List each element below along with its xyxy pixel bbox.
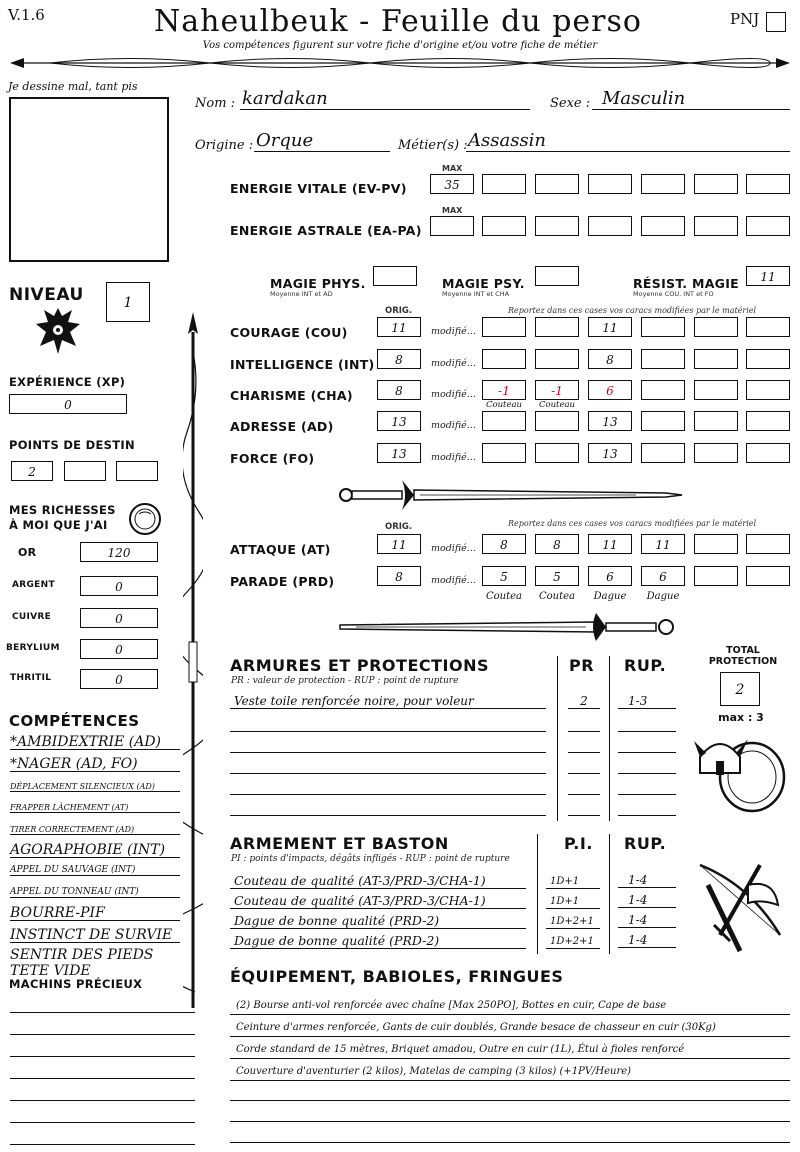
machins-line[interactable] (10, 1078, 195, 1079)
coin-icon (128, 502, 162, 536)
metier-label: Métier(s) : (398, 138, 468, 153)
carac-int-modif-label: modifié... (431, 358, 476, 369)
machins-title: MACHINS PRÉCIEUX (9, 977, 143, 991)
portrait-caption: Je dessine mal, tant pis (8, 80, 138, 93)
carac-ad-mod-3[interactable]: 13 (588, 411, 632, 431)
equipement-line[interactable]: Couverture d'aventurier (2 kilos), Matelas de camping (3 kilos) (+1PV/Heure) (230, 1063, 790, 1081)
carac-int-label: INTELLIGENCE (INT) (230, 357, 375, 372)
armement-rup-header: RUP. (624, 834, 667, 853)
equipement-title: ÉQUIPEMENT, BABIOLES, FRINGUES (230, 967, 564, 986)
combat-orig-label: ORIG. (385, 522, 413, 532)
equipement-empty-line[interactable] (230, 1100, 790, 1101)
ea-box-5[interactable] (694, 216, 738, 236)
attaque-mod-5[interactable] (694, 534, 738, 554)
ornament-divider (10, 52, 790, 74)
resist-magie-note: Moyenne COU, INT et FO (633, 290, 714, 298)
portrait-box[interactable] (9, 97, 169, 262)
attaque-mod-3[interactable]: 11 (588, 534, 632, 554)
carac-int-mod-3[interactable]: 8 (588, 349, 632, 369)
armures-pr-header: PR (569, 656, 595, 675)
ev-max-label: MAX (442, 164, 463, 173)
attaque-orig[interactable]: 11 (377, 534, 421, 554)
carac-fo-label: FORCE (FO) (230, 451, 315, 466)
arme-rup[interactable]: 1-4 (618, 873, 676, 888)
machins-line[interactable] (10, 1034, 195, 1035)
cuivre-label: CUIVRE (12, 612, 52, 622)
armure-line[interactable] (230, 815, 546, 816)
nom-field[interactable]: kardakan (240, 88, 530, 110)
armure-line[interactable] (230, 794, 546, 795)
destin-box-1[interactable]: 2 (11, 461, 53, 481)
carac-ad-mod-4[interactable] (641, 411, 685, 431)
magie-psy-label: MAGIE PSY. (442, 276, 525, 291)
carac-int-mod-5[interactable] (694, 349, 738, 369)
carac-cha-mod-6[interactable] (746, 380, 790, 400)
arme-rup[interactable]: 1-4 (618, 933, 676, 948)
carac-cha-mod-4[interactable] (641, 380, 685, 400)
parade-modif-label: modifié... (431, 575, 476, 586)
armures-title: ARMURES ET PROTECTIONS (230, 656, 489, 675)
carac-cha-mod-3[interactable]: 6 (588, 380, 632, 400)
armement-subtitle: PI : points d'impacts, dégâts infligés - RUP : point de rupture (231, 854, 510, 864)
armure-line[interactable] (618, 815, 676, 816)
machins-line[interactable] (10, 1056, 195, 1057)
parade-mod-2[interactable]: 5 (535, 566, 579, 586)
caracs-orig-label: ORIG. (385, 306, 413, 316)
combat-note-3: Dague (593, 591, 627, 602)
parade-orig[interactable]: 8 (377, 566, 421, 586)
attaque-modif-label: modifié... (431, 543, 476, 554)
sexe-label: Sexe : (550, 96, 591, 111)
attaque-label: ATTAQUE (AT) (230, 542, 331, 557)
pnj-checkbox[interactable] (766, 12, 786, 32)
attaque-mod-2[interactable]: 8 (535, 534, 579, 554)
magie-phys-label: MAGIE PHYS. (270, 276, 366, 291)
arme-pi[interactable]: 1D+1 (546, 893, 600, 909)
ev-box-5[interactable] (694, 174, 738, 194)
carac-int-mod-2[interactable] (535, 349, 579, 369)
attaque-mod-1[interactable]: 8 (482, 534, 526, 554)
armure-line[interactable] (230, 731, 546, 732)
competence-item[interactable]: DÉPLACEMENT SILENCIEUX (AD) (10, 783, 180, 792)
cuivre-box[interactable]: 0 (80, 608, 158, 628)
armure-line[interactable] (618, 794, 676, 795)
carac-cha-modif-label: modifié... (431, 389, 476, 400)
carac-cou-modif-label: modifié... (431, 326, 476, 337)
carac-ad-orig[interactable]: 13 (377, 411, 421, 431)
metier-field[interactable]: Assassin (466, 130, 790, 152)
armures-col-divider (609, 656, 610, 821)
armure-name[interactable]: Veste toile renforcée noire, pour voleur (230, 694, 546, 709)
weapons-icon (690, 855, 790, 955)
arme-pi[interactable]: 1D+1 (546, 873, 600, 889)
arme-pi[interactable]: 1D+2+1 (546, 933, 600, 949)
ev-box-3[interactable] (588, 174, 632, 194)
armure-line[interactable] (230, 752, 546, 753)
ea-max-box[interactable] (430, 216, 474, 236)
armure-line[interactable] (618, 773, 676, 774)
total-protection-label: TOTAL PROTECTION (708, 645, 778, 668)
ea-box-4[interactable] (641, 216, 685, 236)
parade-mod-5[interactable] (694, 566, 738, 586)
magie-psy-box[interactable] (535, 266, 579, 286)
carac-int-mod-1[interactable] (482, 349, 526, 369)
armure-line[interactable] (230, 773, 546, 774)
armure-line[interactable] (568, 794, 600, 795)
page-subtitle: Vos compétences figurent sur votre fiche d'origine et/ou votre fiche de métier (202, 40, 598, 51)
armement-col-divider (609, 834, 610, 954)
attaque-mod-4[interactable]: 11 (641, 534, 685, 554)
resist-magie-box[interactable]: 11 (746, 266, 790, 286)
competence-item[interactable]: SENTIR DES PIEDS (10, 947, 154, 963)
armure-line[interactable] (568, 752, 600, 753)
carac-fo-orig[interactable]: 13 (377, 443, 421, 463)
carac-cou-mod-6[interactable] (746, 317, 790, 337)
destin-box-3[interactable] (116, 461, 158, 481)
carac-cha-mod-2[interactable]: -1 (535, 380, 579, 400)
arme-rup[interactable]: 1-4 (618, 913, 676, 928)
carac-ad-mod-1[interactable] (482, 411, 526, 431)
destin-box-2[interactable] (64, 461, 106, 481)
resist-magie-label: RÉSIST. MAGIE (633, 276, 740, 291)
sword-icon (336, 610, 686, 644)
sexe-field[interactable]: Masculin (592, 88, 790, 110)
arme-rup[interactable]: 1-4 (618, 893, 676, 908)
competence-item[interactable]: TÊTE VIDE (10, 964, 91, 976)
attaque-mod-6[interactable] (746, 534, 790, 554)
caracs-note: Reportez dans ces cases vos caracs modifiées par le matériel (508, 306, 757, 315)
carac-ad-mod-2[interactable] (535, 411, 579, 431)
carac-int-mod-4[interactable] (641, 349, 685, 369)
experience-label: EXPÉRIENCE (XP) (9, 375, 126, 389)
carac-int-mod-6[interactable] (746, 349, 790, 369)
niveau-box[interactable]: 1 (106, 282, 150, 322)
pnj-label: PNJ (730, 10, 760, 28)
or-label: OR (18, 546, 37, 559)
dragon-icon (32, 302, 84, 360)
arme-name[interactable]: Couteau de qualité (AT-3/PRD-3/CHA-1) (230, 873, 526, 889)
carac-fo-mod-1[interactable] (482, 443, 526, 463)
carac-cou-orig[interactable]: 11 (377, 317, 421, 337)
armure-line[interactable] (618, 752, 676, 753)
combat-note: Reportez dans ces cases vos caracs modifiées par le matériel (508, 519, 757, 528)
armure-rup[interactable]: 1-3 (618, 694, 676, 709)
machins-line[interactable] (10, 1100, 195, 1101)
carac-fo-mod-5[interactable] (694, 443, 738, 463)
sword-icon (336, 478, 686, 512)
carac-ad-mod-6[interactable] (746, 411, 790, 431)
equipement-line[interactable]: (2) Bourse anti-vol renforcée avec chaîne [Max 250PO], Bottes en cuir, Cape de base (230, 997, 790, 1015)
total-protection-max: max : 3 (718, 711, 764, 724)
carac-cou-mod-4[interactable] (641, 317, 685, 337)
competence-item[interactable]: TIRER CORRECTEMENT (AD) (10, 826, 180, 835)
ev-box-4[interactable] (641, 174, 685, 194)
equipement-empty-line[interactable] (230, 1142, 790, 1143)
ea-label: ENERGIE ASTRALE (EA-PA) (230, 223, 422, 238)
carac-cou-mod-5[interactable] (694, 317, 738, 337)
version-label: V.1.6 (8, 6, 45, 24)
competence-item[interactable]: APPEL DU TONNEAU (INT) (10, 888, 180, 898)
carac-cha-note-2: Couteau (538, 400, 576, 410)
equipement-line[interactable]: Ceinture d'armes renforcée, Gants de cuir doublés, Grande besace de chasseur en cuir (30Kg) (230, 1019, 790, 1037)
competence-item[interactable]: AGORAPHOBIE (INT) (10, 843, 180, 858)
machins-line[interactable] (10, 1144, 195, 1145)
parade-mod-4[interactable]: 6 (641, 566, 685, 586)
parade-mod-6[interactable] (746, 566, 790, 586)
ea-box-3[interactable] (588, 216, 632, 236)
carac-cha-mod-1[interactable]: -1 (482, 380, 526, 400)
helmet-shield-icon (694, 727, 790, 815)
equipement-line[interactable]: Corde standard de 15 mètres, Briquet amadou, Outre en cuir (1L), Étui à fioles renforcé (230, 1041, 790, 1059)
competence-item[interactable]: FRAPPER LÂCHEMENT (AT) (10, 804, 180, 813)
richesses-label-2: À MOI QUE J'AI (9, 518, 108, 532)
competence-item[interactable]: INSTINCT DE SURVIE (10, 928, 180, 943)
armure-line[interactable] (618, 731, 676, 732)
ea-box-2[interactable] (535, 216, 579, 236)
armure-line[interactable] (568, 815, 600, 816)
magie-psy-note: Moyenne INT et CHA (442, 290, 510, 298)
thritil-label: THRITIL (10, 673, 52, 683)
competences-title: COMPÉTENCES (9, 712, 140, 730)
armures-rup-header: RUP. (624, 656, 667, 675)
origine-field[interactable]: Orque (254, 130, 390, 152)
ev-max-box[interactable]: 35 (430, 174, 474, 194)
parade-mod-3[interactable]: 6 (588, 566, 632, 586)
carac-cou-mod-1[interactable] (482, 317, 526, 337)
carac-cha-orig[interactable]: 8 (377, 380, 421, 400)
magie-phys-note: Moyenne INT et AD (270, 290, 333, 298)
combat-note-2: Coutea (538, 591, 575, 602)
berylium-label: BERYLIUM (6, 643, 60, 653)
competence-item[interactable]: BOURRE-PIF (10, 906, 180, 921)
carac-ad-modif-label: modifié... (431, 420, 476, 431)
arme-name[interactable]: Dague de bonne qualité (PRD-2) (230, 913, 526, 929)
parade-mod-1[interactable]: 5 (482, 566, 526, 586)
arme-name[interactable]: Dague de bonne qualité (PRD-2) (230, 933, 526, 949)
equipement-empty-line[interactable] (230, 1121, 790, 1122)
or-box[interactable]: 120 (80, 542, 158, 562)
ea-max-label: MAX (442, 206, 463, 215)
ea-box-6[interactable] (746, 216, 790, 236)
parade-label: PARADE (PRD) (230, 574, 335, 589)
carac-ad-mod-5[interactable] (694, 411, 738, 431)
competence-item[interactable]: APPEL DU SAUVAGE (INT) (10, 866, 180, 876)
thritil-box[interactable]: 0 (80, 669, 158, 689)
carac-fo-modif-label: modifié... (431, 452, 476, 463)
armures-col-divider (557, 656, 558, 821)
arme-pi[interactable]: 1D+2+1 (546, 913, 600, 929)
arme-name[interactable]: Couteau de qualité (AT-3/PRD-3/CHA-1) (230, 893, 526, 909)
machins-line[interactable] (10, 1122, 195, 1123)
richesses-label-1: MES RICHESSES (9, 503, 116, 517)
carac-cha-label: CHARISME (CHA) (230, 388, 353, 403)
ev-box-1[interactable] (482, 174, 526, 194)
armement-col-divider (537, 834, 538, 954)
combat-note-1: Coutea (485, 591, 522, 602)
carac-fo-mod-3[interactable]: 13 (588, 443, 632, 463)
carac-ad-label: ADRESSE (AD) (230, 419, 334, 434)
berylium-box[interactable]: 0 (80, 639, 158, 659)
carac-int-orig[interactable]: 8 (377, 349, 421, 369)
destin-label: POINTS DE DESTIN (9, 438, 135, 452)
carac-fo-mod-2[interactable] (535, 443, 579, 463)
competence-item[interactable]: *NAGER (AD, FO) (10, 757, 180, 772)
experience-box[interactable]: 0 (9, 394, 127, 414)
origine-label: Origine : (195, 138, 254, 153)
ea-box-1[interactable] (482, 216, 526, 236)
armure-pr[interactable]: 2 (568, 694, 600, 709)
carac-cha-mod-5[interactable] (694, 380, 738, 400)
ev-label: ENERGIE VITALE (EV-PV) (230, 181, 407, 196)
total-protection-box[interactable]: 2 (720, 672, 760, 706)
armure-line[interactable] (568, 731, 600, 732)
niveau-label: NIVEAU (9, 285, 84, 305)
machins-line[interactable] (10, 1012, 195, 1013)
armures-subtitle: PR : valeur de protection - RUP : point de rupture (231, 676, 459, 686)
armement-title: ARMEMENT ET BASTON (230, 834, 449, 853)
carac-fo-mod-6[interactable] (746, 443, 790, 463)
carac-fo-mod-4[interactable] (641, 443, 685, 463)
magie-phys-box[interactable] (373, 266, 417, 286)
nom-label: Nom : (195, 96, 236, 111)
argent-label: ARGENT (12, 580, 55, 590)
argent-box[interactable]: 0 (80, 576, 158, 596)
page-title: Naheulbeuk - Feuille du perso (154, 4, 642, 39)
carac-cou-mod-3[interactable]: 11 (588, 317, 632, 337)
spear-icon (183, 312, 203, 1008)
carac-cha-note-1: Couteau (485, 400, 523, 410)
armement-pi-header: P.I. (564, 834, 593, 853)
carac-cou-label: COURAGE (COU) (230, 325, 348, 340)
combat-note-4: Dague (646, 591, 680, 602)
armure-line[interactable] (568, 773, 600, 774)
ev-box-2[interactable] (535, 174, 579, 194)
carac-cou-mod-2[interactable] (535, 317, 579, 337)
ev-box-6[interactable] (746, 174, 790, 194)
competence-item[interactable]: *AMBIDEXTRIE (AD) (10, 735, 180, 750)
